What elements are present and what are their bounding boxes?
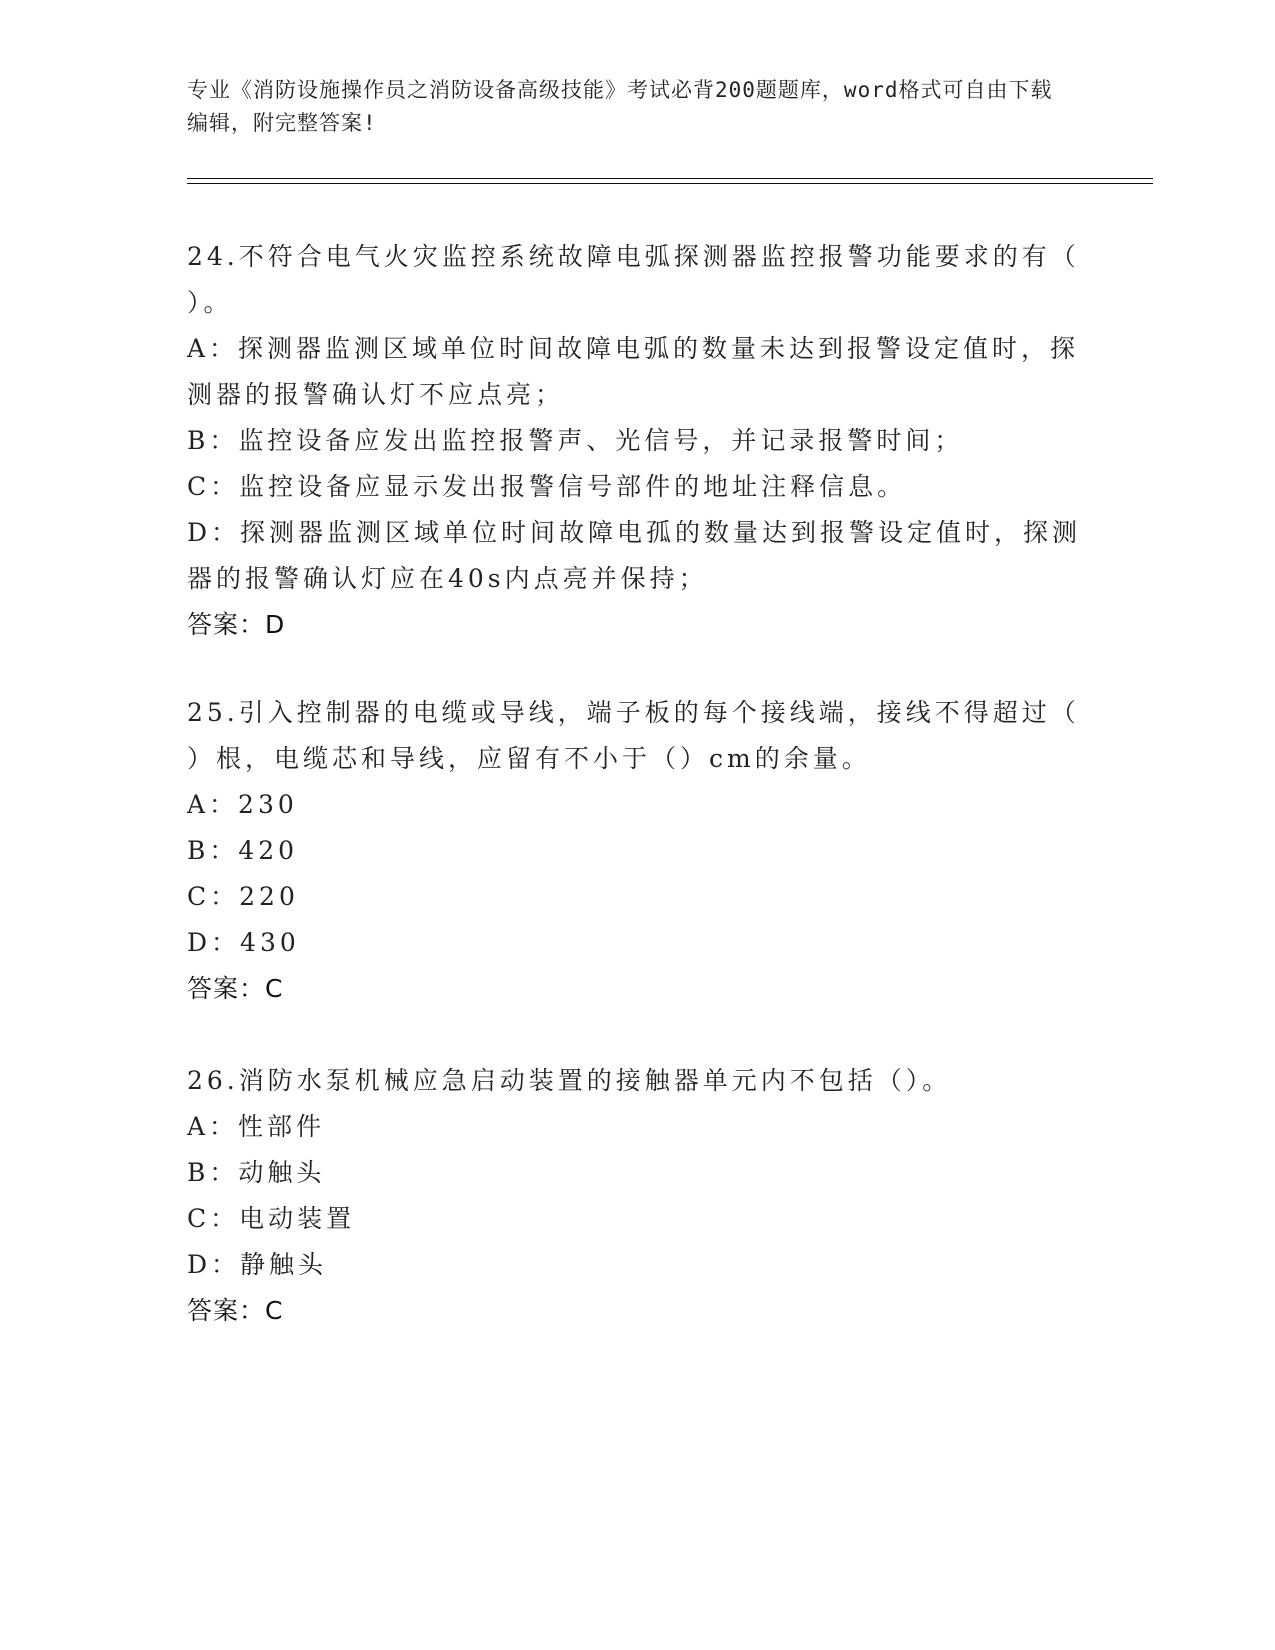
question-stem: 24.不符合电气火灾监控系统故障电弧探测器监控报警功能要求的有（ ）。 [187, 242, 1080, 317]
question-24 [187, 234, 1087, 648]
option-b: B：动触头 [187, 1158, 326, 1187]
question-stem: 25.引入控制器的电缆或导线，端子板的每个接线端，接线不得超过（ ）根，电缆芯和导线，应留有不小于（）cm的余量。 [187, 698, 1080, 773]
option-c: C：电动装置 [187, 1204, 356, 1233]
option-a: A：性部件 [187, 1112, 326, 1141]
option-a: A：230 [187, 790, 298, 819]
document-header-intro: 专业《消防设施操作员之消防设备高级技能》考试必背200题题库，word格式可自由下载编辑，附完整答案! [187, 78, 1053, 135]
option-a: A：探测器监测区域单位时间故障电弧的数量未达到报警设定值时，探测器的报警确认灯不应点亮； [187, 334, 1080, 409]
header-divider-line-secondary [187, 183, 1153, 184]
header-divider-line [187, 178, 1153, 179]
option-b: B：监控设备应发出监控报警声、光信号，并记录报警时间； [187, 426, 964, 455]
option-c: C：220 [187, 882, 299, 911]
option-d: D：430 [187, 928, 300, 957]
option-b: B：420 [187, 836, 299, 865]
option-d: D：静触头 [187, 1250, 328, 1279]
answer-label: 答案：C [187, 1296, 284, 1325]
option-d: D：探测器监测区域单位时间故障电孤的数量达到报警设定值时，探测器的报警确认灯应在40s内点亮并保持； [187, 518, 1082, 593]
answer-label: 答案：D [187, 610, 286, 639]
question-25 [187, 690, 1087, 1012]
option-c: C：监控设备应显示发出报警信号部件的地址注释信息。 [187, 472, 907, 501]
question-stem: 26.消防水泵机械应急启动装置的接触器单元内不包括（）。 [187, 1066, 952, 1095]
answer-label: 答案：C [187, 974, 284, 1003]
question-26 [187, 1058, 1087, 1334]
